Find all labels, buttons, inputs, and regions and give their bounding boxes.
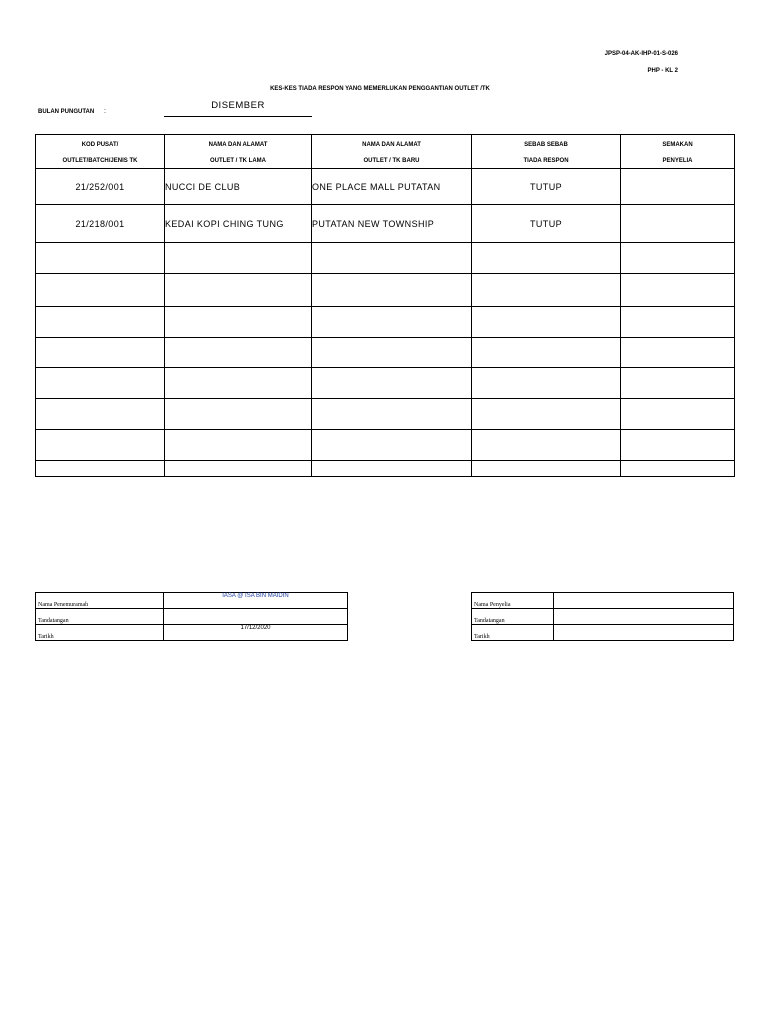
empty-cell[interactable] <box>621 430 735 461</box>
empty-cell[interactable] <box>621 274 735 307</box>
empty-cell[interactable] <box>621 399 735 430</box>
outlet-code-cell[interactable]: 21/218/001 <box>36 205 165 243</box>
empty-cell[interactable] <box>36 338 165 368</box>
empty-cell[interactable] <box>312 307 472 338</box>
empty-cell[interactable] <box>621 338 735 368</box>
empty-cell[interactable] <box>165 307 312 338</box>
signoff-row <box>36 593 348 609</box>
form-title: KES-KES TIADA RESPON YANG MEMERLUKAN PENGGANTIAN OUTLET /TK <box>270 86 490 92</box>
empty-cell[interactable] <box>312 243 472 274</box>
new-outlet-cell[interactable]: PUTATAN NEW TOWNSHIP <box>312 205 472 243</box>
empty-cell[interactable] <box>472 399 621 430</box>
table-header-row <box>36 135 735 169</box>
empty-cell[interactable] <box>472 430 621 461</box>
empty-cell[interactable] <box>165 399 312 430</box>
reason-cell[interactable]: TUTUP <box>472 169 621 205</box>
empty-cell[interactable] <box>165 274 312 307</box>
empty-cell[interactable] <box>36 307 165 338</box>
header-line: KOD PUSAT/ <box>81 142 119 148</box>
empty-cell[interactable] <box>312 338 472 368</box>
table-row-empty <box>36 243 735 274</box>
empty-cell[interactable] <box>165 461 312 477</box>
signoff-row <box>472 609 734 625</box>
month-underline <box>164 116 312 117</box>
table-row-empty <box>36 461 735 477</box>
interviewer-date-label: Tarikh <box>36 625 164 641</box>
replacement-table <box>35 134 735 477</box>
header-line: NAMA DAN ALAMAT <box>362 142 421 148</box>
header-line: PENYELIA <box>662 158 693 164</box>
empty-cell[interactable] <box>472 338 621 368</box>
supervisor-signoff <box>471 592 734 641</box>
table-row-empty <box>36 338 735 368</box>
empty-cell[interactable] <box>472 307 621 338</box>
interviewer-date-field[interactable]: 17/12/2020 <box>164 625 348 641</box>
table-row <box>36 169 735 205</box>
table-row-empty <box>36 430 735 461</box>
interviewer-signoff <box>35 592 348 641</box>
reason-cell[interactable]: TUTUP <box>472 205 621 243</box>
supervisor-name-label: Nama Penyelia <box>472 593 554 609</box>
supervisor-date-label: Tarikh <box>472 625 554 641</box>
interviewer-name-field[interactable]: IASA @ ISA BIN MAIDIN <box>164 593 348 609</box>
supervisor-signature-field[interactable] <box>554 609 734 625</box>
empty-cell[interactable] <box>312 368 472 399</box>
table-row-empty <box>36 368 735 399</box>
header-line: NAMA DAN ALAMAT <box>208 142 268 148</box>
header-supervisor-check <box>621 135 735 169</box>
old-outlet-cell[interactable]: NUCCI DE CLUB <box>165 169 312 205</box>
empty-cell[interactable] <box>621 461 735 477</box>
empty-cell[interactable] <box>36 461 165 477</box>
empty-cell[interactable] <box>472 461 621 477</box>
new-outlet-cell[interactable]: ONE PLACE MALL PUTATAN <box>312 169 472 205</box>
signoff-row <box>36 609 348 625</box>
supervisor-check-cell[interactable] <box>621 169 735 205</box>
empty-cell[interactable] <box>312 461 472 477</box>
document-code: JPSP-04-AK-IHP-01-S-026 <box>604 51 678 57</box>
month-label: BULAN PUNGUTAN <box>38 109 95 115</box>
header-line: SEBAB SEBAB <box>524 142 568 148</box>
header-line: OUTLET/BATCH/JENIS TK <box>62 158 138 164</box>
empty-cell[interactable] <box>36 399 165 430</box>
empty-cell[interactable] <box>621 368 735 399</box>
empty-cell[interactable] <box>165 243 312 274</box>
header-line: SEMAKAN <box>662 142 693 148</box>
table-row-empty <box>36 274 735 307</box>
signoff-row <box>472 625 734 641</box>
supervisor-date-field[interactable] <box>554 625 734 641</box>
supervisor-check-cell[interactable] <box>621 205 735 243</box>
interviewer-name-label: Nama Penemuramah <box>36 593 164 609</box>
header-line: TIADA RESPON <box>523 158 569 164</box>
empty-cell[interactable] <box>472 274 621 307</box>
empty-cell[interactable] <box>312 399 472 430</box>
supervisor-name-field[interactable] <box>554 593 734 609</box>
empty-cell[interactable] <box>165 338 312 368</box>
header-new-outlet <box>312 135 472 169</box>
document-reference: PHP - KL 2 <box>647 68 678 74</box>
outlet-code-cell[interactable]: 21/252/001 <box>36 169 165 205</box>
empty-cell[interactable] <box>312 430 472 461</box>
empty-cell[interactable] <box>472 368 621 399</box>
interviewer-signature-label: Tandatangan <box>36 609 164 625</box>
empty-cell[interactable] <box>165 368 312 399</box>
empty-cell[interactable] <box>312 274 472 307</box>
empty-cell[interactable] <box>36 243 165 274</box>
supervisor-signature-label: Tandatangan <box>472 609 554 625</box>
empty-cell[interactable] <box>36 368 165 399</box>
empty-cell[interactable] <box>621 243 735 274</box>
table-row <box>36 205 735 243</box>
signoff-row <box>36 625 348 641</box>
header-line: OUTLET / TK BARU <box>363 158 420 164</box>
empty-cell[interactable] <box>36 274 165 307</box>
empty-cell[interactable] <box>165 430 312 461</box>
header-reason <box>472 135 621 169</box>
empty-cell[interactable] <box>621 307 735 338</box>
table-row-empty <box>36 307 735 338</box>
month-value[interactable]: DISEMBER <box>211 100 265 111</box>
old-outlet-cell[interactable]: KEDAI KOPI CHING TUNG <box>165 205 312 243</box>
header-old-outlet <box>165 135 312 169</box>
header-outlet-code <box>36 135 165 169</box>
table-row-empty <box>36 399 735 430</box>
signoff-row <box>472 593 734 609</box>
header-line: OUTLET / TK LAMA <box>210 158 266 164</box>
empty-cell[interactable] <box>472 243 621 274</box>
interviewer-signature-field[interactable] <box>164 609 348 625</box>
empty-cell[interactable] <box>36 430 165 461</box>
month-colon: : <box>104 108 106 115</box>
